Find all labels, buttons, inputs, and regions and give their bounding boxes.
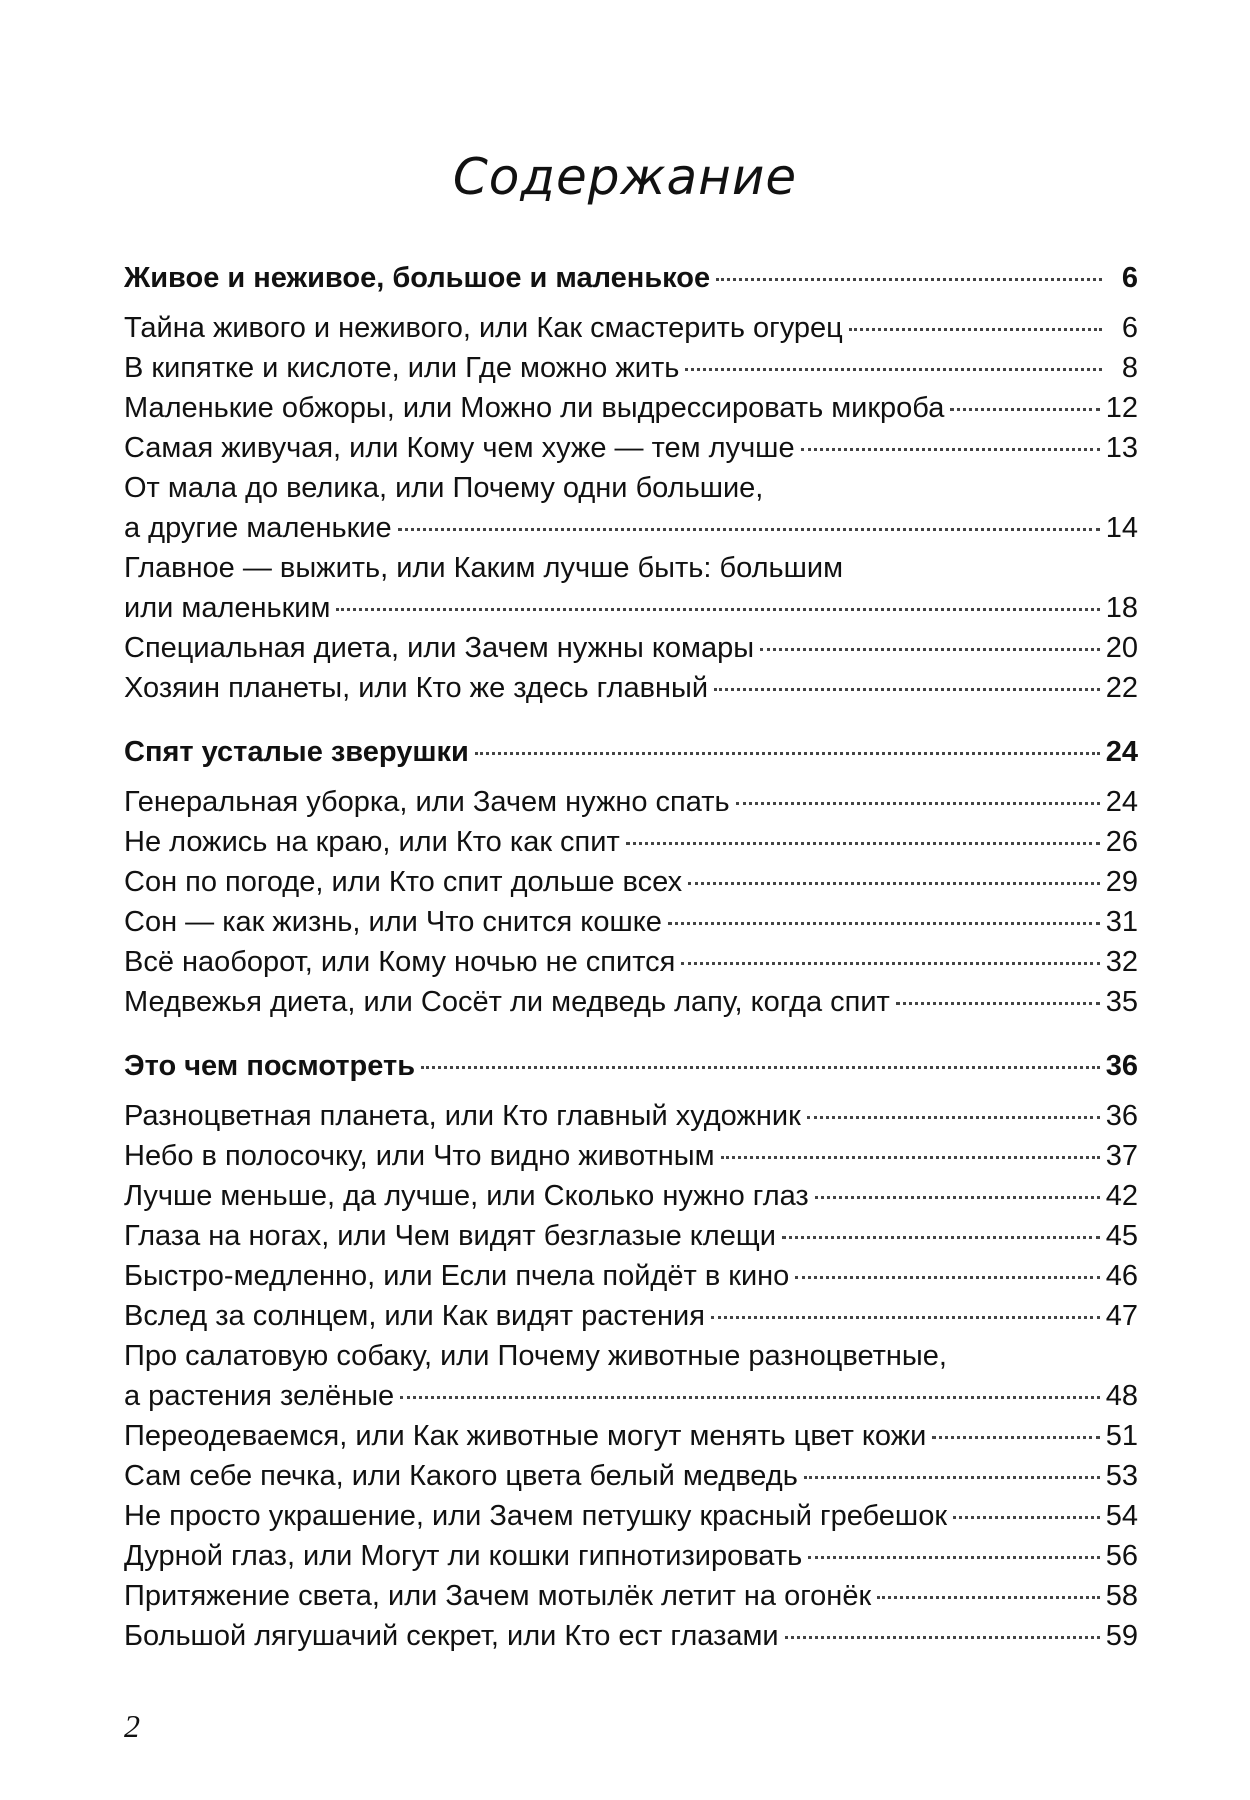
page-ref: 53 xyxy=(1105,1460,1138,1492)
entry-title: В кипятке и кислоте, или Где можно жить xyxy=(124,352,680,384)
toc-entry xyxy=(124,1136,1138,1176)
toc-entry xyxy=(124,668,1138,708)
toc-entry xyxy=(124,1296,1138,1336)
section-title: Спят усталые зверушки xyxy=(124,736,469,768)
page-ref: 14 xyxy=(1105,512,1138,544)
toc-line xyxy=(124,1176,1138,1216)
dot-leader xyxy=(336,608,1099,611)
entry-title: Большой лягушачий секрет, или Кто ест глазами xyxy=(124,1620,779,1652)
toc-line xyxy=(124,1616,1138,1656)
toc-entry xyxy=(124,348,1138,388)
page-ref: 59 xyxy=(1105,1620,1138,1652)
toc-entry xyxy=(124,902,1138,942)
entry-title: Глаза на ногах, или Чем видят безглазые клещи xyxy=(124,1220,776,1252)
page-ref: 31 xyxy=(1105,906,1138,938)
page-ref: 18 xyxy=(1105,592,1138,624)
section-title: Это чем посмотреть xyxy=(124,1050,416,1082)
entry-title: Генеральная уборка, или Зачем нужно спать xyxy=(124,786,730,818)
toc-entry xyxy=(124,1336,1138,1416)
page-ref: 24 xyxy=(1105,786,1138,818)
entry-title: Переодеваемся, или Как животные могут менять цвет кожи xyxy=(124,1420,927,1452)
page-ref: 12 xyxy=(1105,392,1138,424)
toc-line xyxy=(124,1216,1138,1256)
entry-title: Лучше меньше, да лучше, или Сколько нужно глаз xyxy=(124,1180,809,1212)
toc-line xyxy=(124,942,1138,982)
entry-title: Быстро-медленно, или Если пчела пойдёт в кино xyxy=(124,1260,790,1292)
page-ref: 24 xyxy=(1105,736,1138,768)
entry-title: Дурной глаз, или Могут ли кошки гипнотизировать xyxy=(124,1540,803,1572)
dot-leader xyxy=(953,1516,1100,1519)
toc-line xyxy=(124,822,1138,862)
toc-line xyxy=(124,1046,1138,1086)
toc-line xyxy=(124,258,1138,298)
page-ref: 32 xyxy=(1105,946,1138,978)
entry-title: Небо в полосочку, или Что видно животным xyxy=(124,1140,715,1172)
toc-entry xyxy=(124,428,1138,468)
dot-leader xyxy=(932,1436,1099,1439)
entry-title: Хозяин планеты, или Кто же здесь главный xyxy=(124,672,709,704)
dot-leader xyxy=(782,1236,1100,1239)
entry-title: Специальная диета, или Зачем нужны комары xyxy=(124,632,755,664)
toc-entry xyxy=(124,862,1138,902)
dot-leader xyxy=(668,922,1100,925)
toc-line xyxy=(124,468,1138,508)
toc-line xyxy=(124,982,1138,1022)
page-ref: 47 xyxy=(1105,1300,1138,1332)
dot-leader xyxy=(681,962,1099,965)
toc-entry xyxy=(124,468,1138,548)
entry-title: Главное — выжить, или Каким лучше быть: большим xyxy=(124,552,844,584)
dot-leader xyxy=(804,1476,1100,1479)
toc-entry xyxy=(124,308,1138,348)
dot-leader xyxy=(398,528,1100,531)
entry-title: Маленькие обжоры, или Можно ли выдрессировать микроба xyxy=(124,392,945,424)
entry-title: Разноцветная планета, или Кто главный художник xyxy=(124,1100,801,1132)
toc-entry xyxy=(124,548,1138,628)
toc-line xyxy=(124,588,1138,628)
toc-line xyxy=(124,308,1138,348)
toc-entry xyxy=(124,1496,1138,1536)
dot-leader xyxy=(785,1636,1100,1639)
dot-leader xyxy=(801,448,1100,451)
toc-line xyxy=(124,782,1138,822)
entry-title: Не ложись на краю, или Кто как спит xyxy=(124,826,620,858)
page-ref: 42 xyxy=(1105,1180,1138,1212)
toc-line xyxy=(124,428,1138,468)
entry-title: От мала до велика, или Почему одни большие, xyxy=(124,472,764,504)
page-ref: 26 xyxy=(1105,826,1138,858)
table-of-contents xyxy=(124,258,1138,1656)
dot-leader xyxy=(626,842,1100,845)
toc-entry xyxy=(124,1416,1138,1456)
dot-leader xyxy=(736,802,1100,805)
toc-entry xyxy=(124,1256,1138,1296)
dot-leader xyxy=(950,408,1099,411)
page-ref: 56 xyxy=(1105,1540,1138,1572)
toc-line xyxy=(124,1376,1138,1416)
dot-leader xyxy=(807,1116,1100,1119)
page-ref: 20 xyxy=(1105,632,1138,664)
toc-line xyxy=(124,548,1138,588)
toc-line xyxy=(124,1296,1138,1336)
entry-title: Притяжение света, или Зачем мотылёк летит на огонёк xyxy=(124,1580,872,1612)
toc-entry xyxy=(124,628,1138,668)
toc-line xyxy=(124,668,1138,708)
page-ref: 13 xyxy=(1105,432,1138,464)
entry-title: Сам себе печка, или Какого цвета белый медведь xyxy=(124,1460,798,1492)
page-ref: 6 xyxy=(1121,312,1138,344)
page-ref: 6 xyxy=(1121,262,1138,294)
dot-leader xyxy=(815,1196,1100,1199)
page-ref: 37 xyxy=(1105,1140,1138,1172)
entry-title: Медвежья диета, или Сосёт ли медведь лапу, когда спит xyxy=(124,986,890,1018)
page-ref: 36 xyxy=(1105,1100,1138,1132)
toc-line xyxy=(124,862,1138,902)
dot-leader xyxy=(877,1596,1100,1599)
dot-leader xyxy=(849,328,1102,331)
toc-entry xyxy=(124,942,1138,982)
entry-title: Самая живучая, или Кому чем хуже — тем лучше xyxy=(124,432,795,464)
toc-entry xyxy=(124,1216,1138,1256)
toc-entry xyxy=(124,1536,1138,1576)
entry-title: Тайна живого и неживого, или Как смастерить огурец xyxy=(124,312,843,344)
toc-entry xyxy=(124,1616,1138,1656)
toc-line xyxy=(124,348,1138,388)
entry-title: или маленьким xyxy=(124,592,331,624)
toc-line xyxy=(124,508,1138,548)
page-ref: 46 xyxy=(1105,1260,1138,1292)
toc-line xyxy=(124,1136,1138,1176)
toc-line xyxy=(124,902,1138,942)
page-title: Содержание xyxy=(452,148,798,206)
toc-line xyxy=(124,1576,1138,1616)
entry-title: Всё наоборот, или Кому ночью не спится xyxy=(124,946,676,978)
dot-leader xyxy=(711,1316,1100,1319)
dot-leader xyxy=(685,368,1102,371)
page-ref: 8 xyxy=(1121,352,1138,384)
toc-entry xyxy=(124,1576,1138,1616)
toc-line xyxy=(124,628,1138,668)
page-ref: 58 xyxy=(1105,1580,1138,1612)
dot-leader xyxy=(795,1276,1099,1279)
toc-section-heading xyxy=(124,732,1138,772)
page-ref: 45 xyxy=(1105,1220,1138,1252)
toc-entry xyxy=(124,1176,1138,1216)
toc-line xyxy=(124,1096,1138,1136)
entry-title: Сон — как жизнь, или Что снится кошке xyxy=(124,906,662,938)
entry-title: Не просто украшение, или Зачем петушку красный гребешок xyxy=(124,1500,948,1532)
toc-entry xyxy=(124,822,1138,862)
toc-line xyxy=(124,1456,1138,1496)
page-ref: 54 xyxy=(1105,1500,1138,1532)
toc-entry xyxy=(124,782,1138,822)
toc-entry xyxy=(124,1456,1138,1496)
toc-line xyxy=(124,1536,1138,1576)
page-ref: 29 xyxy=(1105,866,1138,898)
toc-entry xyxy=(124,1096,1138,1136)
toc-line xyxy=(124,1336,1138,1376)
entry-title: а растения зелёные xyxy=(124,1380,395,1412)
page-ref: 35 xyxy=(1105,986,1138,1018)
page-ref: 36 xyxy=(1105,1050,1138,1082)
toc-section-heading xyxy=(124,258,1138,298)
toc-line xyxy=(124,1256,1138,1296)
toc-entry xyxy=(124,388,1138,428)
entry-title: а другие маленькие xyxy=(124,512,392,544)
toc-line xyxy=(124,732,1138,772)
dot-leader xyxy=(421,1066,1100,1069)
toc-line xyxy=(124,388,1138,428)
page-number: 2 xyxy=(124,1708,140,1744)
dot-leader xyxy=(896,1002,1100,1005)
dot-leader xyxy=(475,752,1100,755)
entry-title: Вслед за солнцем, или Как видят растения xyxy=(124,1300,705,1332)
page-ref: 51 xyxy=(1105,1420,1138,1452)
dot-leader xyxy=(400,1396,1100,1399)
entry-title: Сон по погоде, или Кто спит дольше всех xyxy=(124,866,683,898)
dot-leader xyxy=(688,882,1100,885)
page-ref: 22 xyxy=(1105,672,1138,704)
dot-leader xyxy=(716,278,1102,281)
toc-section-heading xyxy=(124,1046,1138,1086)
dot-leader xyxy=(760,648,1100,651)
dot-leader xyxy=(808,1556,1100,1559)
entry-title: Про салатовую собаку, или Почему животные разноцветные, xyxy=(124,1340,947,1372)
page-ref: 48 xyxy=(1105,1380,1138,1412)
toc-line xyxy=(124,1496,1138,1536)
dot-leader xyxy=(721,1156,1100,1159)
section-title: Живое и неживое, большое и маленькое xyxy=(124,262,711,294)
toc-line xyxy=(124,1416,1138,1456)
dot-leader xyxy=(714,688,1100,691)
toc-entry xyxy=(124,982,1138,1022)
